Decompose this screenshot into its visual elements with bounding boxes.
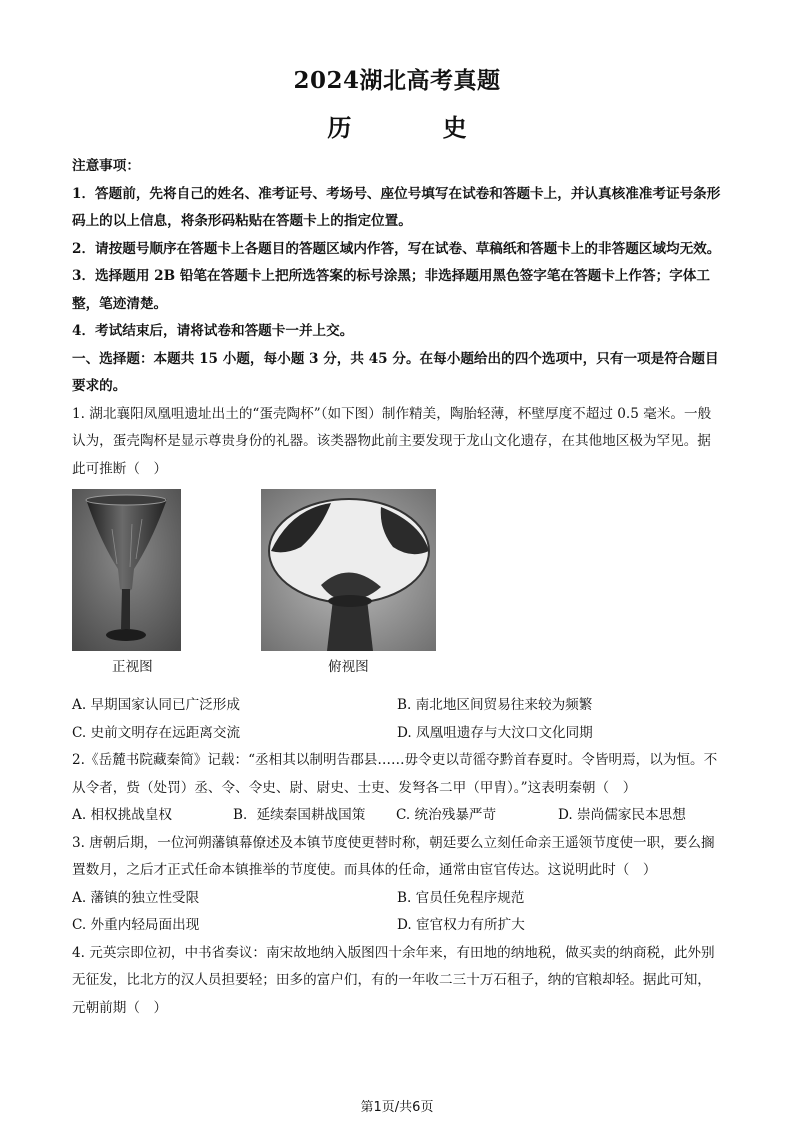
question-3-options <box>72 885 724 940</box>
eggshell-cup-top-view-image <box>261 489 436 651</box>
question-3-option-a: A. 藩镇的独立性受限 <box>72 889 200 906</box>
question-2-option-a: A. 相权挑战皇权 <box>72 807 173 823</box>
question-1-option-a: A. 早期国家认同已广泛形成 <box>72 697 240 713</box>
figure-caption-top-view: 俯视图 <box>328 659 369 675</box>
notice-heading: 注意事项： <box>72 158 140 174</box>
notice-item-4: 4．考试结束后，请将试卷和答题卡一并上交。 <box>72 323 354 339</box>
question-1-stem: 1. 湖北襄阳凤凰咀遗址出土的“蛋壳陶杯”（如下图）制作精美，陶胎轻薄，杯壁厚度不超过 0.5 毫米。一般认为，蛋壳陶杯是显示尊贵身份的礼器。该类器物此前主要发现于龙山文化遗存，在其他地区极为罕见。据此可推断（ ） <box>72 405 712 477</box>
subject-text: 历 史 <box>327 113 501 142</box>
notice-item-2: 2．请按题号顺序在答题卡上各题目的答题区域内作答，写在试卷、草稿纸和答题卡上的非答题区域均无效。 <box>72 240 721 257</box>
eggshell-cup-front-view-image <box>72 489 181 651</box>
question-2-option-b: B．延续秦国耕战国策 <box>233 807 366 823</box>
question-1-option-c: C. 史前文明存在远距离交流 <box>72 724 241 741</box>
question-2-options <box>72 802 724 830</box>
question-1-figures <box>72 489 724 692</box>
question-3-option-b: B. 官员任免程序规范 <box>397 889 525 906</box>
notice-item-1: 1．答题前，先将自己的姓名、准考证号、考场号、座位号填写在试卷和答题卡上，并认真核准准考证号条形码上的以上信息，将条形码粘贴在答题卡上的指定位置。 <box>72 185 721 229</box>
question-3-option-c: C. 外重内轻局面出现 <box>72 917 200 933</box>
question-1-options <box>72 692 724 747</box>
question-1-option-d: D. 凤凰咀遗存与大汶口文化同期 <box>397 724 593 741</box>
question-3-option-d: D. 宦官权力有所扩大 <box>397 917 525 933</box>
question-1-option-b: B. 南北地区间贸易往来较为频繁 <box>397 697 593 713</box>
page-title: 2024湖北高考真题 <box>293 67 501 94</box>
notice-item-3: 3．选择题用 2B 铅笔在答题卡上把所选答案的标号涂黑；非选择题用黑色签字笔在答题卡上作答；字体工整，笔迹清楚。 <box>72 268 710 312</box>
question-3-stem: 3. 唐朝后期，一位河朔藩镇幕僚述及本镇节度使更替时称，朝廷要么立刻任命亲王遥领节度使一职，要么搁置数月，之后才正式任命本镇推举的节度使。而具体的任命，通常由宦官传达。这说明此时（ ） <box>72 834 715 878</box>
exam-content <box>72 153 724 1022</box>
page-number: 第1页/共6页 <box>360 1100 434 1115</box>
question-4-stem: 4. 元英宗即位初，中书省奏议：南宋故地纳入版图四十余年来，有田地的纳地税，做买卖的纳商税，此外别无征发，比北方的汉人员担要轻；田多的富户们，有的一年收二三十万石租子，纳的官粮却轻。据此可知，元朝前期（ ） <box>72 944 715 1016</box>
question-2-option-c: C. 统治残暴严苛 <box>396 807 497 823</box>
question-2-stem: 2.《岳麓书院藏秦简》记载：“丞相其以制明告郡县……毋令吏以苛徭夺黔首春夏时。令皆明焉，以为恒。不从令者，赀（处罚）丞、令、令史、尉、尉史、士吏、发弩各二甲（甲胄）。”这表明秦朝（ ） <box>72 752 718 796</box>
section-heading: 一、选择题：本题共 15 小题，每小题 3 分，共 45 分。在每小题给出的四个选项中，只有一项是符合题目要求的。 <box>72 350 719 394</box>
question-2-option-d: D. 崇尚儒家民本思想 <box>558 807 686 823</box>
subject-title <box>0 108 794 143</box>
figure-caption-front-view: 正视图 <box>112 659 153 675</box>
